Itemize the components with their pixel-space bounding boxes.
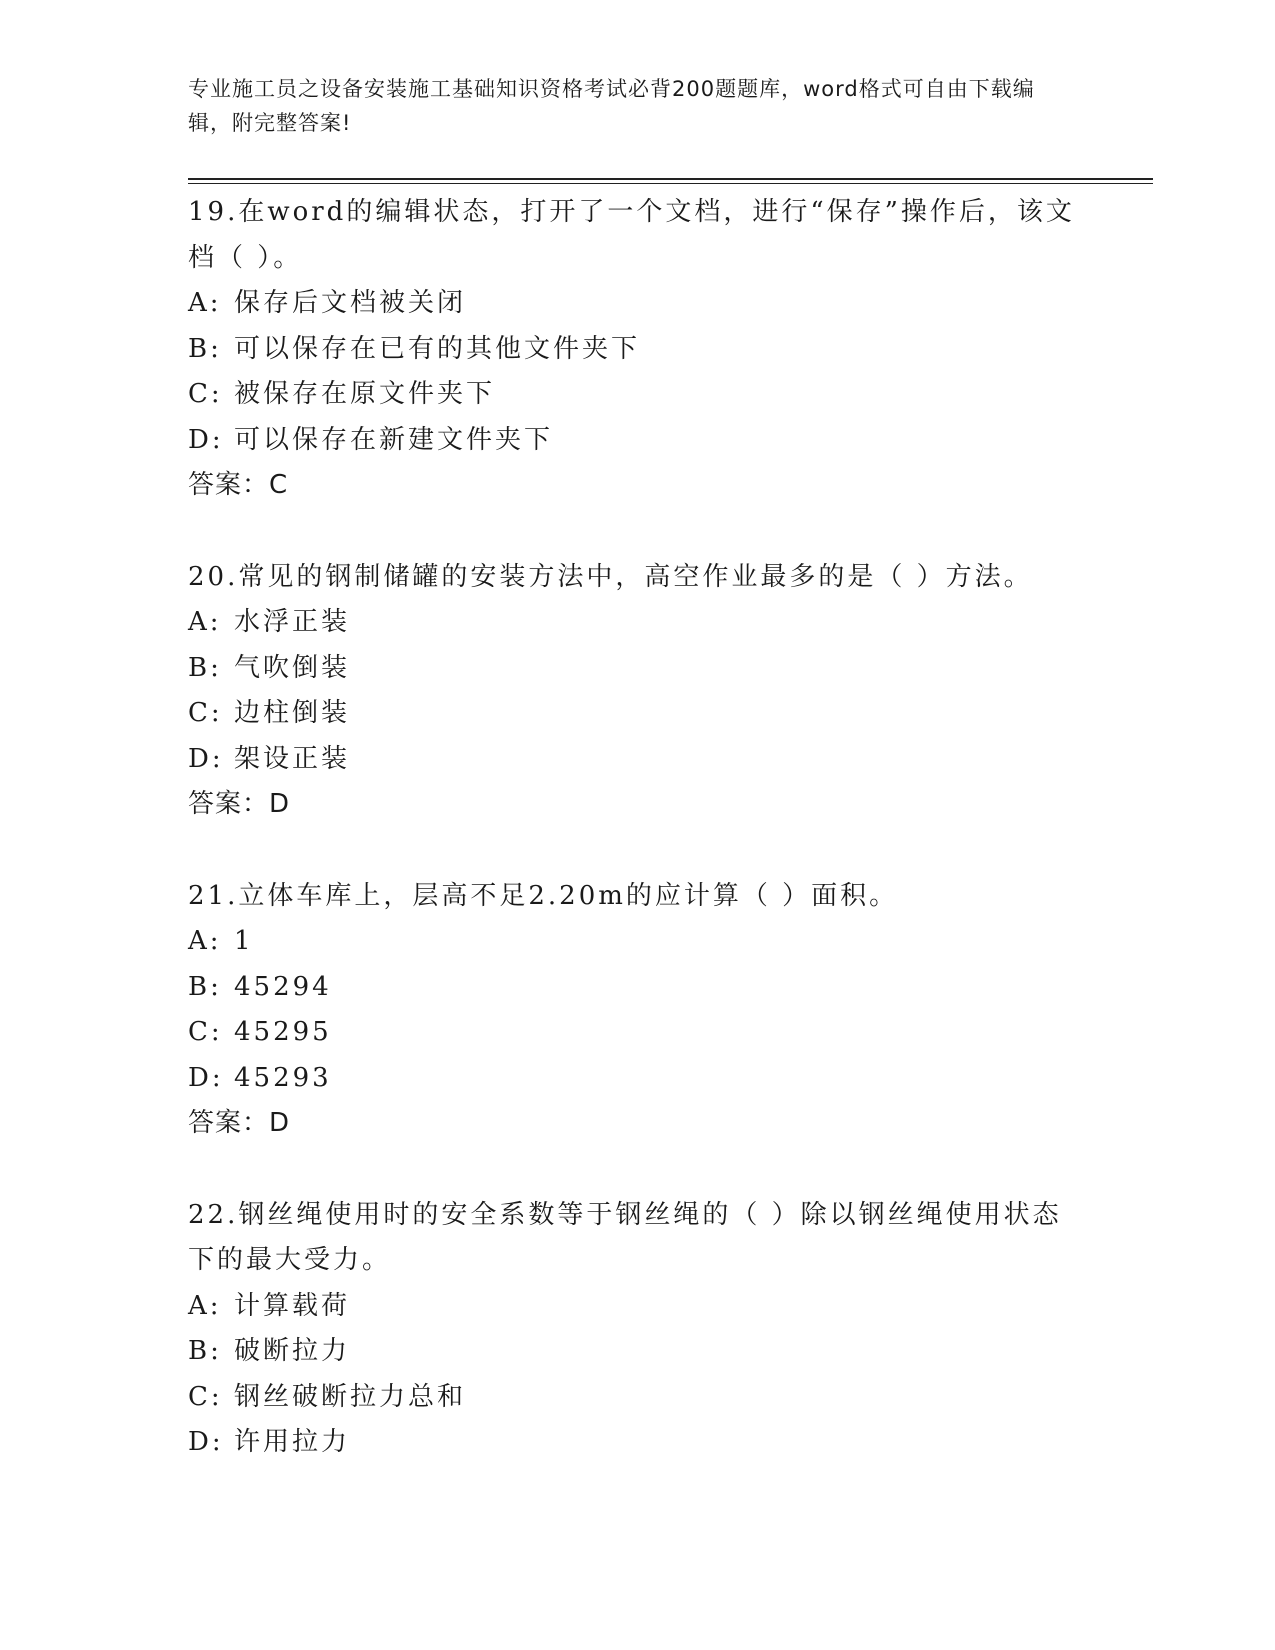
answer: 答案：D xyxy=(188,1108,291,1138)
option-key: C: xyxy=(188,1017,223,1047)
option-key: C: xyxy=(188,1381,223,1412)
option-c xyxy=(188,372,1088,418)
option-key: B: xyxy=(188,333,222,364)
option-d xyxy=(188,418,1088,464)
option-text: 架设正装 xyxy=(234,743,351,774)
option-text: 破断拉力 xyxy=(234,1336,351,1366)
option-key: A: xyxy=(188,607,222,637)
option-b xyxy=(188,327,1088,373)
question-stem: 19.在word的编辑状态，打开了一个文档，进行“保存”操作后，该文档（ ）。 xyxy=(188,197,1075,273)
option-key: D: xyxy=(188,1062,224,1093)
option-c xyxy=(188,1375,1088,1421)
option-text: 保存后文档被关闭 xyxy=(234,288,467,318)
option-a xyxy=(188,281,1088,327)
option-key: D: xyxy=(188,424,224,455)
question-22 xyxy=(188,1193,1088,1466)
option-text: 45295 xyxy=(234,1017,332,1047)
question-stem: 20.常见的钢制储罐的安装方法中，高空作业最多的是（ ）方法。 xyxy=(188,561,1033,592)
header-rule-thin xyxy=(188,183,1153,184)
option-c xyxy=(188,1010,1088,1056)
option-text: 可以保存在已有的其他文件夹下 xyxy=(234,333,641,364)
option-text: 水浮正装 xyxy=(234,607,351,637)
answer: 答案：C xyxy=(188,470,289,500)
option-d xyxy=(188,1056,1088,1102)
option-text: 边柱倒装 xyxy=(234,698,351,728)
option-a xyxy=(188,919,1088,965)
option-key: D: xyxy=(188,1427,224,1457)
option-a xyxy=(188,1284,1088,1330)
header-rule-thick xyxy=(188,178,1153,180)
option-text: 45294 xyxy=(234,971,332,1002)
answer: 答案：D xyxy=(188,789,291,819)
question-20 xyxy=(188,555,1088,828)
option-key: B: xyxy=(188,652,222,683)
option-text: 被保存在原文件夹下 xyxy=(234,379,496,409)
option-text: 计算载荷 xyxy=(234,1290,351,1321)
question-21 xyxy=(188,874,1088,1147)
option-key: A: xyxy=(188,288,222,318)
option-key: B: xyxy=(188,971,222,1002)
option-a xyxy=(188,600,1088,646)
option-b xyxy=(188,1329,1088,1375)
option-d xyxy=(188,1420,1088,1466)
option-key: B: xyxy=(188,1336,222,1366)
question-19 xyxy=(188,190,1088,509)
option-c xyxy=(188,691,1088,737)
option-text: 45293 xyxy=(234,1062,332,1093)
question-stem: 22.钢丝绳使用时的安全系数等于钢丝绳的（ ）除以钢丝绳使用状态下的最大受力。 xyxy=(188,1199,1062,1275)
option-text: 许用拉力 xyxy=(234,1427,351,1457)
option-b xyxy=(188,646,1088,692)
option-text: 钢丝破断拉力总和 xyxy=(234,1381,467,1412)
option-d xyxy=(188,737,1088,783)
question-list xyxy=(188,190,1088,1512)
option-text: 1 xyxy=(234,926,254,956)
option-key: C: xyxy=(188,698,223,728)
document-header: 专业施工员之设备安装施工基础知识资格考试必背200题题库，word格式可自由下载编辑，附完整答案! xyxy=(188,77,1035,135)
option-key: A: xyxy=(188,1290,222,1321)
option-key: C: xyxy=(188,379,223,409)
question-stem: 21.立体车库上，层高不足2.20m的应计算（ ）面积。 xyxy=(188,880,899,911)
option-key: D: xyxy=(188,743,224,774)
option-text: 气吹倒装 xyxy=(234,652,351,683)
option-key: A: xyxy=(188,926,222,956)
option-text: 可以保存在新建文件夹下 xyxy=(234,424,554,455)
option-b xyxy=(188,965,1088,1011)
